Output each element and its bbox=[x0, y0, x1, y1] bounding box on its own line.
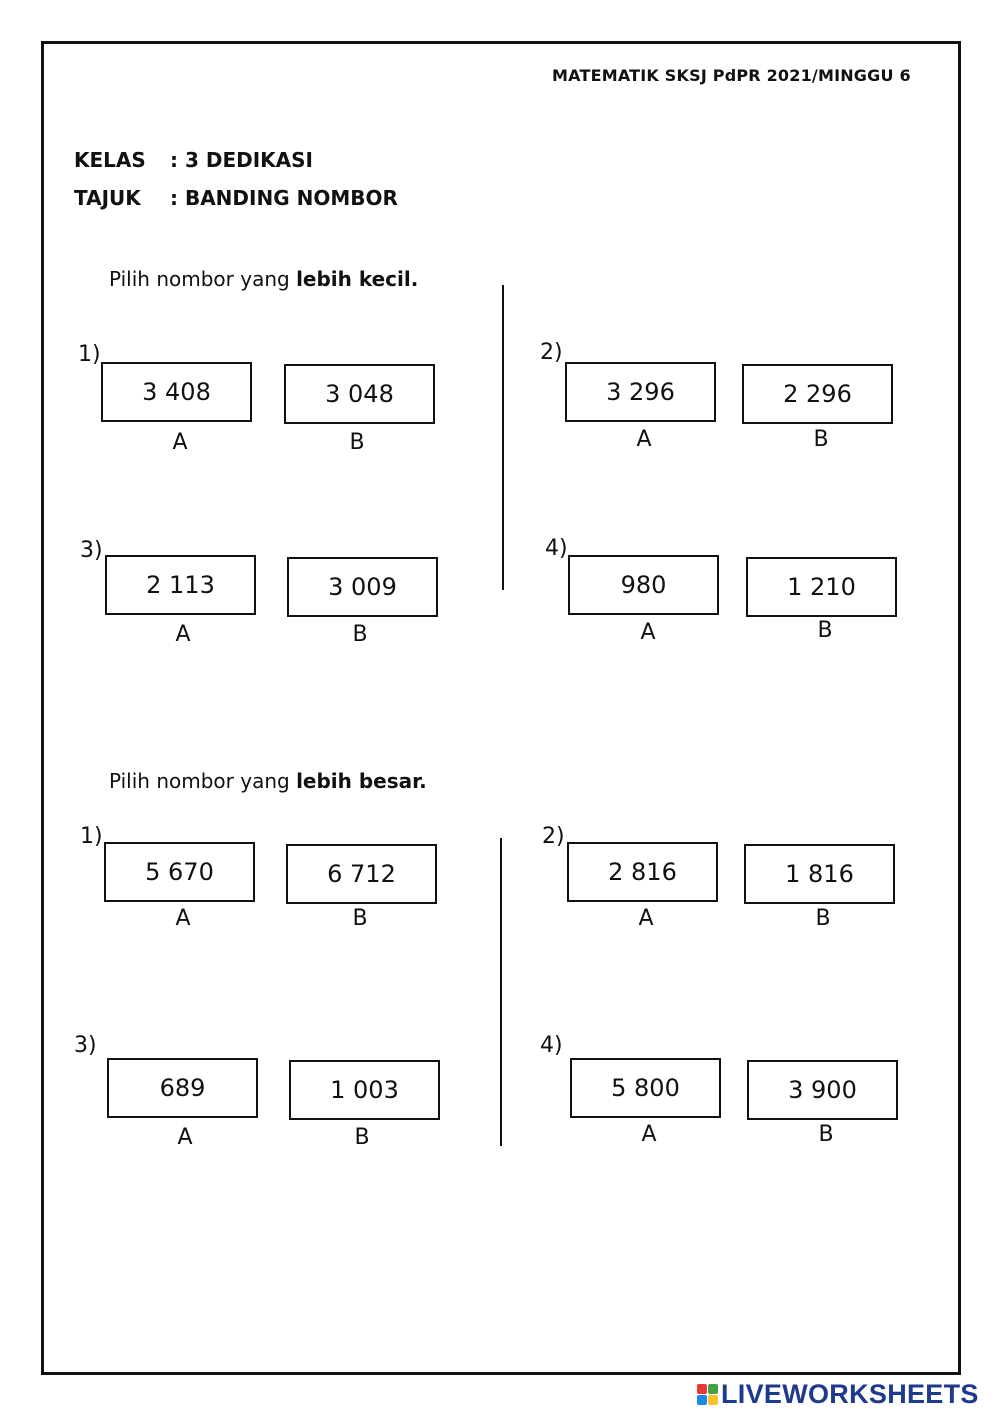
s2-q1-label-b: B bbox=[352, 906, 368, 931]
s2-q3-option-a[interactable]: 689 bbox=[107, 1058, 258, 1118]
icon-tile-red bbox=[697, 1384, 707, 1394]
section2-instruction-emphasis: lebih besar. bbox=[296, 769, 427, 793]
s1-q3-option-a[interactable]: 2 113 bbox=[105, 555, 256, 615]
s1-q3-option-b[interactable]: 3 009 bbox=[287, 557, 438, 617]
s1-q2-label-b: B bbox=[813, 427, 829, 452]
tajuk-value: : BANDING NOMBOR bbox=[170, 186, 398, 210]
s2-q1-number: 1) bbox=[80, 824, 103, 849]
icon-tile-blue bbox=[697, 1395, 707, 1405]
section1-instruction-prefix: Pilih nombor yang bbox=[109, 267, 297, 291]
liveworksheets-logo[interactable] bbox=[697, 1379, 979, 1410]
brand-text: LIVEWORKSHEETS bbox=[721, 1379, 979, 1409]
s1-q3-label-a: A bbox=[175, 622, 191, 647]
s1-q3-number: 3) bbox=[80, 538, 103, 563]
section1-instruction-emphasis: lebih kecil. bbox=[296, 267, 419, 291]
s2-q4-number: 4) bbox=[540, 1033, 563, 1058]
s1-q4-label-b: B bbox=[817, 618, 833, 643]
s1-q4-option-b[interactable]: 1 210 bbox=[746, 557, 897, 617]
section2-instruction-prefix: Pilih nombor yang bbox=[109, 769, 297, 793]
s1-q3-label-b: B bbox=[352, 622, 368, 647]
s2-q2-label-b: B bbox=[815, 906, 831, 931]
section1-instruction bbox=[109, 267, 418, 291]
s1-q1-number: 1) bbox=[78, 342, 101, 367]
s1-q4-option-a[interactable]: 980 bbox=[568, 555, 719, 615]
section2-instruction bbox=[109, 769, 427, 793]
s2-q2-option-b[interactable]: 1 816 bbox=[744, 844, 895, 904]
s2-q1-option-b[interactable]: 6 712 bbox=[286, 844, 437, 904]
icon-tile-green bbox=[708, 1384, 718, 1394]
s2-q3-number: 3) bbox=[74, 1033, 97, 1058]
worksheet-header: MATEMATIK SKSJ PdPR 2021/MINGGU 6 bbox=[552, 66, 911, 85]
s2-q2-option-a[interactable]: 2 816 bbox=[567, 842, 718, 902]
icon-tile-yellow bbox=[708, 1395, 718, 1405]
s1-q1-label-a: A bbox=[172, 430, 188, 455]
liveworksheets-icon bbox=[697, 1384, 718, 1405]
s2-q2-number: 2) bbox=[542, 824, 565, 849]
s1-q1-label-b: B bbox=[349, 430, 365, 455]
s1-q1-option-b[interactable]: 3 048 bbox=[284, 364, 435, 424]
s2-q4-option-a[interactable]: 5 800 bbox=[570, 1058, 721, 1118]
tajuk-label: TAJUK bbox=[74, 186, 141, 210]
s2-q3-label-b: B bbox=[354, 1125, 370, 1150]
section1-divider bbox=[502, 285, 504, 590]
s1-q1-option-a[interactable]: 3 408 bbox=[101, 362, 252, 422]
s2-q3-label-a: A bbox=[177, 1125, 193, 1150]
kelas-label: KELAS bbox=[74, 148, 146, 172]
s2-q4-label-b: B bbox=[818, 1122, 834, 1147]
kelas-value: : 3 DEDIKASI bbox=[170, 148, 313, 172]
s2-q4-label-a: A bbox=[641, 1122, 657, 1147]
s1-q2-option-a[interactable]: 3 296 bbox=[565, 362, 716, 422]
s1-q2-option-b[interactable]: 2 296 bbox=[742, 364, 893, 424]
s1-q4-label-a: A bbox=[640, 620, 656, 645]
s1-q2-label-a: A bbox=[636, 427, 652, 452]
section2-divider bbox=[500, 838, 502, 1146]
s2-q3-option-b[interactable]: 1 003 bbox=[289, 1060, 440, 1120]
s2-q2-label-a: A bbox=[638, 906, 654, 931]
s2-q1-option-a[interactable]: 5 670 bbox=[104, 842, 255, 902]
s1-q2-number: 2) bbox=[540, 340, 563, 365]
s1-q4-number: 4) bbox=[545, 536, 568, 561]
s2-q1-label-a: A bbox=[175, 906, 191, 931]
page-border bbox=[41, 41, 961, 1375]
s2-q4-option-b[interactable]: 3 900 bbox=[747, 1060, 898, 1120]
